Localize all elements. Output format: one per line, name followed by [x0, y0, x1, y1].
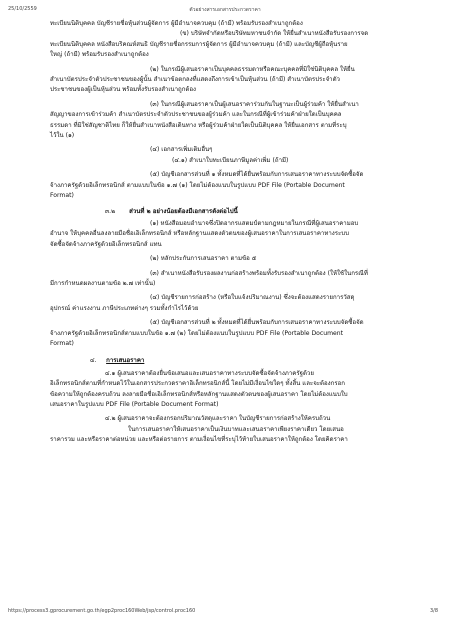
part2-item-5: (๕) บัญชีเอกสารส่วนที่ ๒ ทั้งหมดที่ได้ยื่นพร้อมกับการเสนอราคาทางระบบจัดซื้อจัด — [150, 319, 364, 327]
text-line: เสนอราคาในรูปแบบ PDF File (Portable Document Format) — [50, 401, 219, 408]
text-line: สัญญาของการเข้าร่วมค้า สำเนาบัตรประจำตัวประชาชนของผู้ร่วมค้า และในกรณีที่ผู้เข้าร่วมค้าฝ่ายใดเป็นบุคคล — [50, 111, 342, 119]
text-line: ประชาชนของผู้เป็นหุ้นส่วน พร้อมทั้งรับรองสำเนาถูกต้อง — [50, 86, 196, 94]
text-line: อิเล็กทรอนิกส์ตามที่กำหนดไว้ในเอกสารประกวดราคาอิเล็กทรอนิกส์นี้ โดยไม่มีเงื่อนไขใดๆ ทั้งสิ้น และจะต้องกรอก — [50, 380, 345, 388]
text-line: จัดซื้อจัดจ้างภาครัฐด้วยอิเล็กทรอนิกส์ แทน — [50, 240, 162, 248]
clause-4: (๔) เอกสารเพิ่มเติมอื่นๆ — [150, 146, 213, 154]
part2-item-3: (๓) สำเนาหนังสือรับรองผลงานก่อสร้างพร้อมทั้งรับรองสำเนาถูกต้อง (ให้ใช้ในกรณีที่ — [150, 269, 368, 277]
part2-item-1: (๑) หนังสือมอบอำนาจซึ่งปิดอากรแสตมป์ตามกฎหมายในกรณีที่ผู้เสนอราคามอบ — [150, 219, 359, 227]
text-line: มีการกำหนดผลงานตามข้อ ๒.๗ เท่านั้น) — [50, 279, 156, 287]
section-title: ส่วนที่ ๒ อย่างน้อยต้องมีเอกสารดังต่อไปนี้ — [129, 207, 238, 215]
text-line: ราคารวม และหรือราคาต่อหน่วย และหรือต่อรายการ ตามเงื่อนไขที่ระบุไว้ท้ายใบเสนอราคาให้ถูกต้อง โดยคิดราคา — [50, 436, 348, 444]
section-4-heading — [50, 356, 422, 366]
text-line: จ้างภาครัฐด้วยอิเล็กทรอนิกส์ตามแบบในข้อ ๑.๗ (๒) โดยไม่ต้องแนบในรูปแบบ PDF File (Portable Document — [50, 329, 344, 337]
print-date: 25/10/2559 — [8, 6, 37, 12]
text-line: ข้อความให้ถูกต้องครบถ้วน ลงลายมือชื่อเอิเล็กทรอนิกส์หรือหลักฐานแสดงตัวตนของผู้เสนอราคา โดยไม่ต้องแนบใบ — [50, 390, 348, 398]
clause-4-1: (๔.๑) สำเนาใบทะเบียนภาษีมูลค่าเพิ่ม (ถ้ามี) — [172, 156, 289, 164]
clause-b: (ข) บริษัทจำกัดหรือบริษัทมหาชนจำกัด ให้ยื่นสำเนาหนังสือรับรองการจด — [180, 30, 369, 38]
clause-5: (๕) บัญชีเอกสารส่วนที่ ๑ ทั้งหมดที่ได้ยื่นพร้อมกับการเสนอราคาทางระบบจัดซื้อจัด — [150, 171, 364, 179]
text-line: ไว้ใน (๑) — [50, 132, 75, 140]
text-line: อำนาจ ให้บุคคลอื่นลงลายมือชื่อเอิเล็กทรอนิกส์ หรือหลักฐานแสดงตัวตนของผู้เสนอราคาในการเสนอราคาทางระบบ — [50, 230, 350, 238]
text-line: ธรรมดา ที่มิใช่สัญชาติไทย ก็ให้ยื่นสำเนาหนังสือเดินทาง หรือผู้ร่วมค้าฝ่ายใดเป็นนิติบุคคล ให้ยื่นเอกสาร ตามที่ระบุ — [50, 121, 347, 129]
text-line: Format) — [50, 192, 74, 200]
text-line: ใหญ่ (ถ้ามี) พร้อมรับรองสำเนาถูกต้อง — [50, 51, 149, 59]
part2-item-4: (๔) บัญชีรายการก่อสร้าง (หรือใบแจ้งปริมาณงาน) ซึ่งจะต้องแสดงรายการวัสดุ — [150, 294, 355, 302]
print-header-title: ตัวอย่างสารเอกสารประกวดราคา — [189, 7, 261, 13]
text-line: ในการเสนอราคาให้เสนอราคาเป็นเงินบาทและเสนอราคาเพียงราคาเดียว โดยเสนอ — [128, 425, 344, 433]
clause-4-1-submit: ๔.๑ ผู้เสนอราคาต้องยื่นข้อเสนอและเสนอราคาทางระบบจัดซื้อจัดจ้างภาครัฐด้วย — [105, 369, 314, 377]
part2-item-2: (๒) หลักประกันการเสนอราคา ตามข้อ ๕ — [150, 255, 257, 263]
section-3-2-heading — [50, 207, 422, 217]
page-number: 3/8 — [429, 608, 438, 614]
section-title: การเสนอราคา — [106, 357, 145, 365]
document-body — [50, 19, 422, 446]
text-line: สำเนาบัตรประจำตัวประชาชนของผู้นั้น สำเนาข้อตกลงที่แสดงถึงการเข้าเป็นหุ้นส่วน (ถ้ามี) สำเนาบัตรประจำตัว — [50, 76, 340, 84]
text-line: ทะเบียนนิติบุคคล บัญชีรายชื่อหุ้นส่วนผู้จัดการ ผู้มีอำนาจควบคุม (ถ้ามี) พร้อมรับรองสำเนาถูกต้อง — [50, 20, 303, 27]
text-line: Format) — [50, 339, 74, 347]
clause-4-2-pricing: ๔.๒ ผู้เสนอราคาจะต้องกรอกปริมาณวัสดุและราคา ในบัญชีรายการก่อสร้างให้ครบถ้วน — [105, 415, 331, 423]
text-line: ทะเบียนนิติบุคคล หนังสือบริคณห์สนธิ บัญชีรายชื่อกรรมการผู้จัดการ ผู้มีอำนาจควบคุม (ถ้ามี) และบัญชีผู้ถือหุ้นราย — [50, 40, 348, 48]
text-line: อุปกรณ์ ค่าแรงงาน ภาษีประเภทต่างๆ รวมทั้งกำไรไว้ด้วย — [50, 304, 199, 312]
text-line: จ้างภาครัฐด้วยอิเล็กทรอนิกส์ ตามแบบในข้อ ๑.๗ (๑) โดยไม่ต้องแนบในรูปแบบ PDF File (Portable Document — [50, 181, 345, 189]
clause-2: (๒) ในกรณีผู้เสนอราคาเป็นบุคคลธรรมดาหรือคณะบุคคลที่มิใช่นิติบุคคล ให้ยื่น — [150, 65, 355, 73]
print-footer-url: https://process3.gprocurement.go.th/egp2proc160Web/jsp/control.proc160 — [8, 608, 196, 614]
section-number: ๔. — [90, 357, 97, 365]
clause-3: (๓) ในกรณีผู้เสนอราคาเป็นผู้เสนอราคาร่วมกันในฐานะเป็นผู้ร่วมค้า ให้ยื่นสำเนา — [150, 100, 359, 108]
section-number: ๓.๒ — [105, 207, 116, 215]
